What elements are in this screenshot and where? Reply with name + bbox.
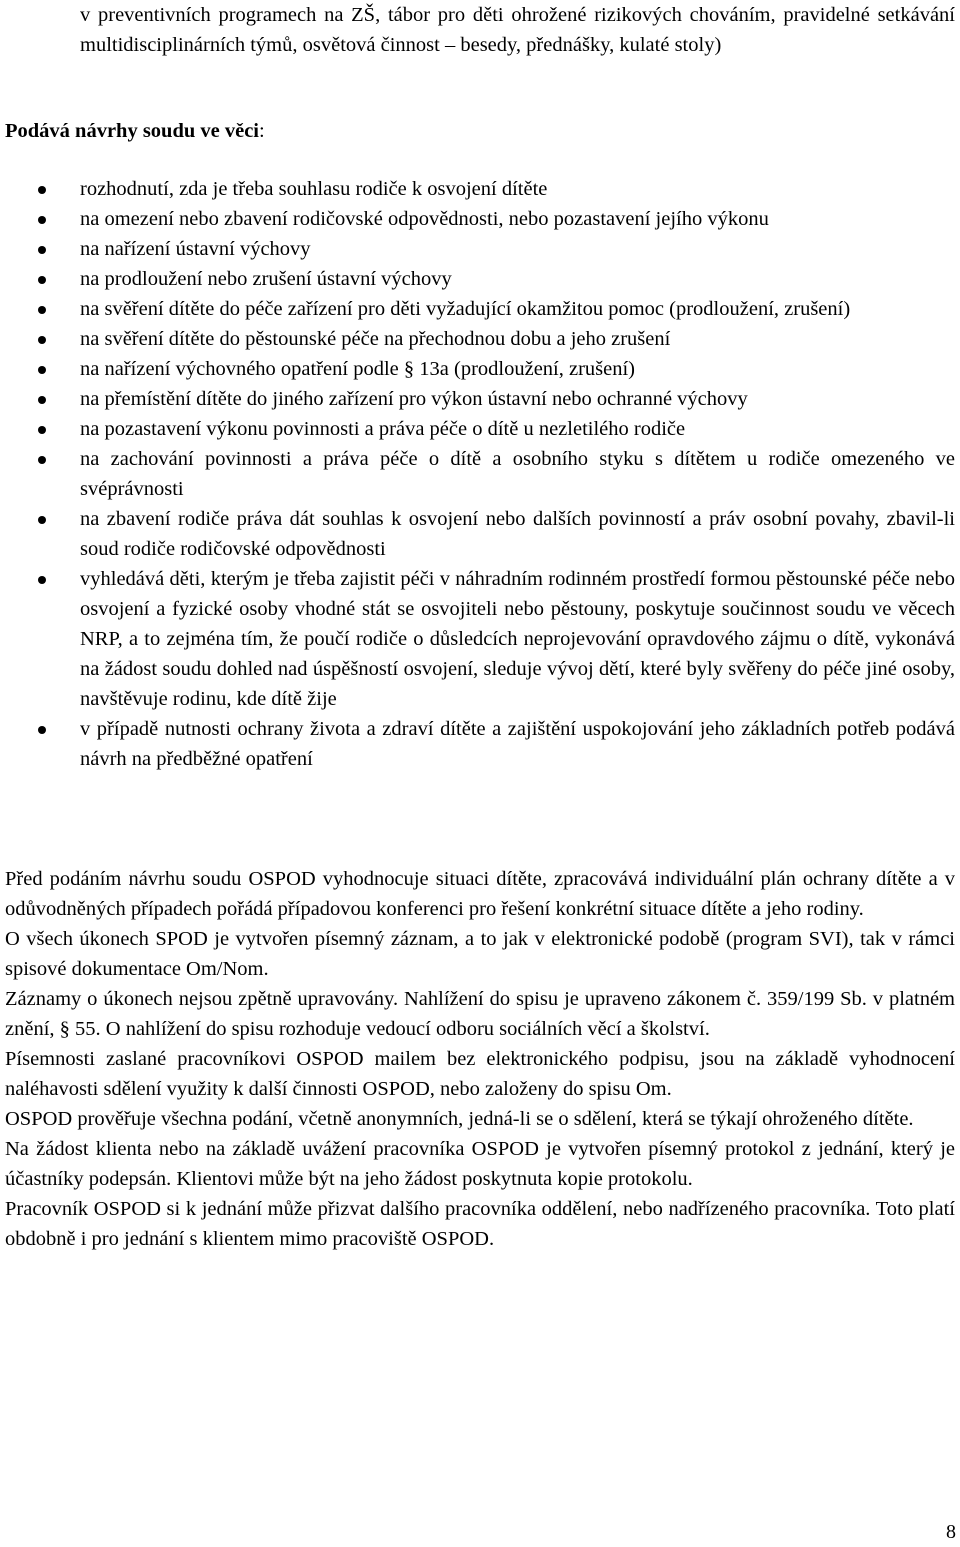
- paragraph: Záznamy o úkonech nejsou zpětně upravovány. Nahlížení do spisu je upraveno zákonem č. 359/199 Sb. v platném znění, § 55. O nahlížení do spisu rozhoduje vedoucí odboru sociálních věcí a školství.: [5, 988, 955, 1040]
- list-item: na pozastavení výkonu povinnosti a práva péče o dítě u nezletilého rodiče: [5, 414, 955, 444]
- bullet-icon: [38, 456, 46, 464]
- bullet-icon: [38, 246, 46, 254]
- bullet-icon: [38, 396, 46, 404]
- bullet-icon: [38, 426, 46, 434]
- bullet-icon: [38, 366, 46, 374]
- bullet-icon: [38, 336, 46, 344]
- bullet-icon: [38, 306, 46, 314]
- list-item: na zachování povinnosti a práva péče o dítě a osobního styku s dítětem u rodiče omezeného ve svéprávnosti: [5, 444, 955, 504]
- intro-text: v preventivních programech na ZŠ, tábor pro děti ohrožené rizikových chováním, pravidelné setkávání multidisciplinárních týmů, osvětová činnost – besedy, přednášky, kulaté stoly): [80, 4, 955, 56]
- section-heading: [5, 116, 265, 146]
- bullet-icon: [38, 216, 46, 224]
- paragraph: Pracovník OSPOD si k jednání může přizvat dalšího pracovníka oddělení, nebo nadřízeného pracovníka. Toto platí obdobně i pro jednání s klientem mimo pracoviště OSPOD.: [5, 1198, 955, 1250]
- paragraph: O všech úkonech SPOD je vytvořen písemný záznam, a to jak v elektronické podobě (program SVI), tak v rámci spisové dokumentace Om/Nom.: [5, 928, 955, 980]
- list-item: na nařízení výchovného opatření podle § 13a (prodloužení, zrušení): [5, 354, 955, 384]
- page-number: 8: [946, 1521, 956, 1543]
- list-item: na zbavení rodiče práva dát souhlas k osvojení nebo dalších povinností a práv osobní povahy, zbavil-li soud rodiče rodičovské odpovědnosti: [5, 504, 955, 564]
- paragraph: Písemnosti zaslané pracovníkovi OSPOD mailem bez elektronického podpisu, jsou na základě vyhodnocení naléhavosti sdělení využity k další činnosti OSPOD, nebo založeny do spisu Om.: [5, 1048, 955, 1100]
- bullet-icon: [38, 186, 46, 194]
- list-item: rozhodnutí, zda je třeba souhlasu rodiče k osvojení dítěte: [5, 174, 955, 204]
- bullet-icon: [38, 726, 46, 734]
- list-item: vyhledává děti, kterým je třeba zajistit péči v náhradním rodinném prostředí formou pěstounské péče nebo osvojení a fyzické osoby vhodné stát se osvojiteli nebo pěstouny, poskytuje součinnost soudu ve věcech NRP, a to zejména tím, že poučí rodiče o důsledcích neprojevování opravdového zájmu o dítě, vykonává na žádost soudu dohled nad úspěšností osvojení, sleduje vývoj dětí, které byly svěřeny do péče jiné osoby, navštěvuje rodinu, kde dítě žije: [5, 564, 955, 714]
- bullet-icon: [38, 276, 46, 284]
- list-item: na svěření dítěte do pěstounské péče na přechodnou dobu a jeho zrušení: [5, 324, 955, 354]
- section-heading-bold: Podává návrhy soudu ve věci: [5, 120, 259, 142]
- paragraph: Před podáním návrhu soudu OSPOD vyhodnocuje situaci dítěte, zpracovává individuální plán ochrany dítěte a v odůvodněných případech pořádá případovou konferenci pro řešení konkrétní situace dítěte a jeho rodiny.: [5, 868, 955, 920]
- body-paragraphs: [5, 864, 955, 1254]
- section-heading-colon: :: [259, 120, 265, 142]
- list-item: na omezení nebo zbavení rodičovské odpovědnosti, nebo pozastavení jejího výkonu: [5, 204, 955, 234]
- list-item: na přemístění dítěte do jiného zařízení pro výkon ústavní nebo ochranné výchovy: [5, 384, 955, 414]
- bullet-icon: [38, 516, 46, 524]
- list-item: na svěření dítěte do péče zařízení pro děti vyžadující okamžitou pomoc (prodloužení, zrušení): [5, 294, 955, 324]
- paragraph: OSPOD prověřuje všechna podání, včetně anonymních, jedná-li se o sdělení, která se týkají ohroženého dítěte.: [5, 1108, 914, 1130]
- paragraph: Na žádost klienta nebo na základě uvážení pracovníka OSPOD je vytvořen písemný protokol z jednání, který je účastníky podepsán. Klientovi může být na jeho žádost poskytnuta kopie protokolu.: [5, 1138, 955, 1190]
- list-item: na nařízení ústavní výchovy: [5, 234, 955, 264]
- bullet-icon: [38, 576, 46, 584]
- list-item: v případě nutnosti ochrany života a zdraví dítěte a zajištění uspokojování jeho základních potřeb podává návrh na předběžné opatření: [5, 714, 955, 774]
- bullet-list: [5, 174, 955, 774]
- list-item: na prodloužení nebo zrušení ústavní výchovy: [5, 264, 955, 294]
